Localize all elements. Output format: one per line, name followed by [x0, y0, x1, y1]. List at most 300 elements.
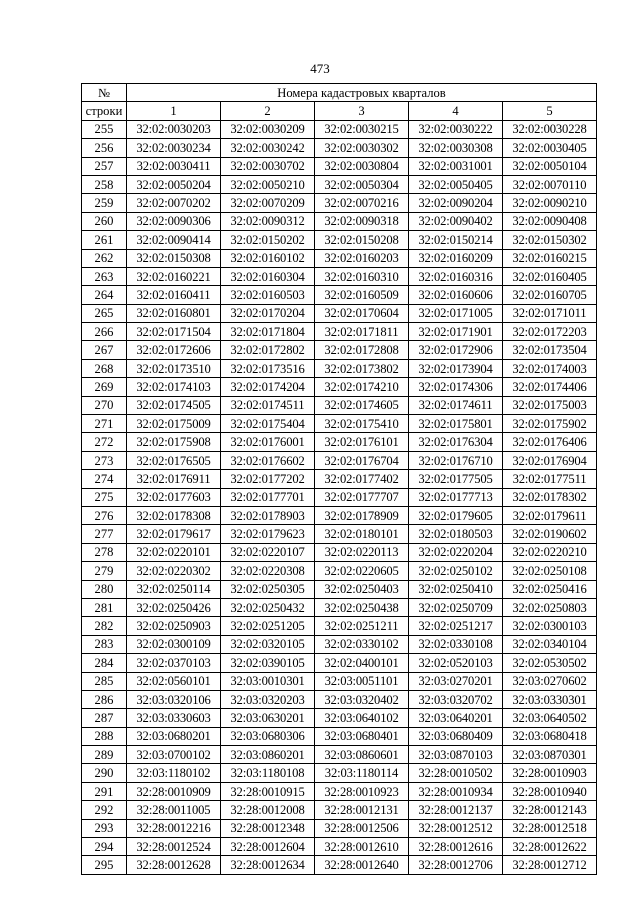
row-number-cell: 268: [82, 359, 127, 377]
table-row: [82, 709, 597, 727]
cadastral-number-cell: 32:02:0520103: [409, 654, 503, 672]
cadastral-number-cell: 32:02:0160209: [409, 249, 503, 267]
cadastral-number-cell: 32:02:0300103: [503, 617, 597, 635]
cadastral-number-cell: 32:02:0177701: [221, 488, 315, 506]
cadastral-number-cell: 32:02:0160304: [221, 267, 315, 285]
table-row: [82, 194, 597, 212]
cadastral-number-cell: 32:02:0160316: [409, 267, 503, 285]
cadastral-number-cell: 32:02:0250102: [409, 562, 503, 580]
row-number-cell: 292: [82, 801, 127, 819]
cadastral-number-cell: 32:02:0090414: [127, 231, 221, 249]
cadastral-quarters-table: [81, 83, 597, 875]
cadastral-number-cell: 32:03:1180114: [315, 764, 409, 782]
column-number-row: [82, 102, 597, 120]
table-row: [82, 341, 597, 359]
table-row: [82, 120, 597, 138]
table-header-row: [82, 84, 597, 102]
table-row: [82, 378, 597, 396]
row-number-cell: 289: [82, 746, 127, 764]
cadastral-number-cell: 32:02:0160503: [221, 286, 315, 304]
table-row: [82, 617, 597, 635]
cadastral-number-cell: 32:03:0270201: [409, 672, 503, 690]
table-row: [82, 690, 597, 708]
table-row: [82, 525, 597, 543]
cadastral-number-cell: 32:03:0870103: [409, 746, 503, 764]
group-header: Номера кадастровых кварталов: [127, 84, 597, 102]
table-body: [82, 120, 597, 874]
table-row: [82, 819, 597, 837]
row-number-cell: 278: [82, 543, 127, 561]
table-row: [82, 157, 597, 175]
table-row: [82, 139, 597, 157]
cadastral-number-cell: 32:02:0030215: [315, 120, 409, 138]
cadastral-number-cell: 32:02:0030308: [409, 139, 503, 157]
cadastral-number-cell: 32:28:0012712: [503, 856, 597, 874]
table-row: [82, 212, 597, 230]
cadastral-number-cell: 32:02:0150208: [315, 231, 409, 249]
cadastral-number-cell: 32:02:0050304: [315, 175, 409, 193]
row-number-cell: 267: [82, 341, 127, 359]
cadastral-number-cell: 32:02:0090210: [503, 194, 597, 212]
table-row: [82, 175, 597, 193]
cadastral-number-cell: 32:02:0160405: [503, 267, 597, 285]
cadastral-number-cell: 32:28:0012506: [315, 819, 409, 837]
table-row: [82, 323, 597, 341]
row-number-cell: 273: [82, 451, 127, 469]
cadastral-number-cell: 32:03:0320402: [315, 690, 409, 708]
cadastral-number-cell: 32:02:0172808: [315, 341, 409, 359]
cadastral-number-cell: 32:02:0175902: [503, 415, 597, 433]
cadastral-number-cell: 32:02:0050210: [221, 175, 315, 193]
cadastral-number-cell: 32:28:0012131: [315, 801, 409, 819]
cadastral-number-cell: 32:03:0330301: [503, 690, 597, 708]
cadastral-number-cell: 32:02:0171504: [127, 323, 221, 341]
cadastral-number-cell: 32:02:0174103: [127, 378, 221, 396]
cadastral-number-cell: 32:02:0178308: [127, 506, 221, 524]
cadastral-number-cell: 32:02:0174511: [221, 396, 315, 414]
cadastral-number-cell: 32:28:0010934: [409, 782, 503, 800]
table-row: [82, 359, 597, 377]
cadastral-number-cell: 32:02:0171901: [409, 323, 503, 341]
cadastral-number-cell: 32:02:0171011: [503, 304, 597, 322]
row-number-cell: 259: [82, 194, 127, 212]
cadastral-number-cell: 32:02:0174611: [409, 396, 503, 414]
cadastral-number-cell: 32:02:0177713: [409, 488, 503, 506]
cadastral-number-cell: 32:03:0640502: [503, 709, 597, 727]
table-row: [82, 267, 597, 285]
table-row: [82, 635, 597, 653]
cadastral-number-cell: 32:02:0160509: [315, 286, 409, 304]
cadastral-number-cell: 32:02:0172906: [409, 341, 503, 359]
cadastral-number-cell: 32:02:0250438: [315, 598, 409, 616]
table-row: [82, 598, 597, 616]
row-number-cell: 266: [82, 323, 127, 341]
cadastral-number-cell: 32:28:0012634: [221, 856, 315, 874]
table-row: [82, 580, 597, 598]
row-number-cell: 295: [82, 856, 127, 874]
cadastral-number-cell: 32:02:0171811: [315, 323, 409, 341]
cadastral-number-cell: 32:02:0175003: [503, 396, 597, 414]
cadastral-number-cell: 32:02:0050204: [127, 175, 221, 193]
row-number-cell: 271: [82, 415, 127, 433]
cadastral-number-cell: 32:02:0250108: [503, 562, 597, 580]
cadastral-number-cell: 32:02:0177707: [315, 488, 409, 506]
column-header: 3: [315, 102, 409, 120]
cadastral-number-cell: 32:28:0010502: [409, 764, 503, 782]
cadastral-number-cell: 32:03:0680401: [315, 727, 409, 745]
cadastral-number-cell: 32:03:0680201: [127, 727, 221, 745]
cadastral-number-cell: 32:28:0012604: [221, 838, 315, 856]
row-number-cell: 272: [82, 433, 127, 451]
table-row: [82, 856, 597, 874]
cadastral-number-cell: 32:02:0179617: [127, 525, 221, 543]
row-number-cell: 293: [82, 819, 127, 837]
cadastral-number-cell: 32:28:0010903: [503, 764, 597, 782]
cadastral-number-cell: 32:02:0179623: [221, 525, 315, 543]
cadastral-number-cell: 32:02:0090408: [503, 212, 597, 230]
cadastral-number-cell: 32:28:0010915: [221, 782, 315, 800]
cadastral-number-cell: 32:02:0160203: [315, 249, 409, 267]
table-row: [82, 470, 597, 488]
cadastral-number-cell: 32:02:0177505: [409, 470, 503, 488]
table-row: [82, 231, 597, 249]
cadastral-number-cell: 32:28:0010909: [127, 782, 221, 800]
cadastral-number-cell: 32:02:0030302: [315, 139, 409, 157]
cadastral-number-cell: 32:02:0090204: [409, 194, 503, 212]
row-number-cell: 280: [82, 580, 127, 598]
cadastral-number-cell: 32:02:0250305: [221, 580, 315, 598]
cadastral-number-cell: 32:02:0173904: [409, 359, 503, 377]
cadastral-number-cell: 32:02:0175009: [127, 415, 221, 433]
cadastral-number-cell: 32:03:0270602: [503, 672, 597, 690]
cadastral-number-cell: 32:02:0220101: [127, 543, 221, 561]
cadastral-number-cell: 32:02:0251211: [315, 617, 409, 635]
cadastral-number-cell: 32:02:0030242: [221, 139, 315, 157]
row-number-cell: 283: [82, 635, 127, 653]
cadastral-number-cell: 32:02:0177202: [221, 470, 315, 488]
cadastral-number-cell: 32:02:0180503: [409, 525, 503, 543]
table-row: [82, 415, 597, 433]
cadastral-number-cell: 32:02:0174505: [127, 396, 221, 414]
cadastral-number-cell: 32:02:0070110: [503, 175, 597, 193]
cadastral-number-cell: 32:02:0251217: [409, 617, 503, 635]
cadastral-number-cell: 32:02:0250803: [503, 598, 597, 616]
cadastral-number-cell: 32:02:0176602: [221, 451, 315, 469]
row-number-cell: 255: [82, 120, 127, 138]
cadastral-number-cell: 32:02:0251205: [221, 617, 315, 635]
cadastral-number-cell: 32:02:0150308: [127, 249, 221, 267]
cadastral-number-cell: 32:03:0860601: [315, 746, 409, 764]
cadastral-number-cell: 32:02:0173802: [315, 359, 409, 377]
row-number-cell: 285: [82, 672, 127, 690]
cadastral-number-cell: 32:03:0330603: [127, 709, 221, 727]
cadastral-number-cell: 32:02:0160221: [127, 267, 221, 285]
cadastral-number-cell: 32:02:0170604: [315, 304, 409, 322]
cadastral-number-cell: 32:02:0030804: [315, 157, 409, 175]
row-number-cell: 290: [82, 764, 127, 782]
row-number-cell: 286: [82, 690, 127, 708]
row-number-cell: 291: [82, 782, 127, 800]
cadastral-number-cell: 32:02:0174003: [503, 359, 597, 377]
cadastral-number-cell: 32:02:0070209: [221, 194, 315, 212]
cadastral-number-cell: 32:28:0012640: [315, 856, 409, 874]
cadastral-number-cell: 32:28:0012348: [221, 819, 315, 837]
cadastral-number-cell: 32:02:0150214: [409, 231, 503, 249]
cadastral-number-cell: 32:02:0220302: [127, 562, 221, 580]
cadastral-number-cell: 32:28:0012512: [409, 819, 503, 837]
table-row: [82, 433, 597, 451]
row-number-cell: 256: [82, 139, 127, 157]
row-number-cell: 274: [82, 470, 127, 488]
cadastral-number-cell: 32:02:0250709: [409, 598, 503, 616]
cadastral-number-cell: 32:02:0160102: [221, 249, 315, 267]
table-row: [82, 654, 597, 672]
row-number-cell: 261: [82, 231, 127, 249]
cadastral-number-cell: 32:02:0030702: [221, 157, 315, 175]
cadastral-number-cell: 32:02:0178302: [503, 488, 597, 506]
table-row: [82, 782, 597, 800]
cadastral-number-cell: 32:02:0179605: [409, 506, 503, 524]
table-row: [82, 304, 597, 322]
row-number-cell: 262: [82, 249, 127, 267]
cadastral-number-cell: 32:02:0175908: [127, 433, 221, 451]
cadastral-number-cell: 32:02:0176304: [409, 433, 503, 451]
cadastral-number-cell: 32:03:0680418: [503, 727, 597, 745]
cadastral-number-cell: 32:02:0220210: [503, 543, 597, 561]
row-number-cell: 287: [82, 709, 127, 727]
row-number-cell: 288: [82, 727, 127, 745]
cadastral-number-cell: 32:03:0010301: [221, 672, 315, 690]
cadastral-number-cell: 32:28:0011005: [127, 801, 221, 819]
cadastral-number-cell: 32:02:0176904: [503, 451, 597, 469]
row-number-cell: 260: [82, 212, 127, 230]
cadastral-number-cell: 32:03:0320106: [127, 690, 221, 708]
cadastral-number-cell: 32:02:0176001: [221, 433, 315, 451]
cadastral-number-cell: 32:28:0012143: [503, 801, 597, 819]
cadastral-number-cell: 32:02:0330102: [315, 635, 409, 653]
cadastral-number-cell: 32:02:0177603: [127, 488, 221, 506]
cadastral-number-cell: 32:02:0174406: [503, 378, 597, 396]
table-row: [82, 746, 597, 764]
cadastral-number-cell: 32:02:0220113: [315, 543, 409, 561]
cadastral-number-cell: 32:28:0012622: [503, 838, 597, 856]
cadastral-number-cell: 32:02:0160310: [315, 267, 409, 285]
table-row: [82, 396, 597, 414]
cadastral-number-cell: 32:28:0012628: [127, 856, 221, 874]
row-number-cell: 258: [82, 175, 127, 193]
row-number-cell: 279: [82, 562, 127, 580]
cadastral-number-cell: 32:02:0030234: [127, 139, 221, 157]
cadastral-number-cell: 32:02:0174605: [315, 396, 409, 414]
cadastral-number-cell: 32:02:0171804: [221, 323, 315, 341]
cadastral-number-cell: 32:03:0700102: [127, 746, 221, 764]
cadastral-number-cell: 32:02:0170204: [221, 304, 315, 322]
cadastral-number-cell: 32:02:0250416: [503, 580, 597, 598]
cadastral-number-cell: 32:02:0390105: [221, 654, 315, 672]
cadastral-number-cell: 32:02:0176911: [127, 470, 221, 488]
cadastral-number-cell: 32:02:0160606: [409, 286, 503, 304]
cadastral-number-cell: 32:02:0030411: [127, 157, 221, 175]
cadastral-number-cell: 32:02:0180101: [315, 525, 409, 543]
row-number-cell: 294: [82, 838, 127, 856]
cadastral-number-cell: 32:03:0860201: [221, 746, 315, 764]
cadastral-number-cell: 32:02:0179611: [503, 506, 597, 524]
row-number-cell: 276: [82, 506, 127, 524]
cadastral-number-cell: 32:02:0340104: [503, 635, 597, 653]
cadastral-number-cell: 32:03:0320203: [221, 690, 315, 708]
cadastral-number-cell: 32:02:0250426: [127, 598, 221, 616]
row-number-cell: 265: [82, 304, 127, 322]
cadastral-number-cell: 32:28:0012137: [409, 801, 503, 819]
cadastral-number-cell: 32:02:0031001: [409, 157, 503, 175]
cadastral-number-cell: 32:02:0220605: [315, 562, 409, 580]
cadastral-number-cell: 32:02:0320105: [221, 635, 315, 653]
cadastral-number-cell: 32:02:0175801: [409, 415, 503, 433]
table-row: [82, 286, 597, 304]
table-row: [82, 727, 597, 745]
cadastral-number-cell: 32:02:0400101: [315, 654, 409, 672]
row-number-cell: 282: [82, 617, 127, 635]
cadastral-number-cell: 32:03:0680409: [409, 727, 503, 745]
table-row: [82, 451, 597, 469]
cadastral-number-cell: 32:02:0220204: [409, 543, 503, 561]
cadastral-number-cell: 32:28:0012524: [127, 838, 221, 856]
cadastral-number-cell: 32:02:0160801: [127, 304, 221, 322]
row-number-cell: 263: [82, 267, 127, 285]
cadastral-number-cell: 32:03:1180102: [127, 764, 221, 782]
cadastral-number-cell: 32:02:0190602: [503, 525, 597, 543]
row-number-cell: 284: [82, 654, 127, 672]
cadastral-number-cell: 32:02:0090318: [315, 212, 409, 230]
cadastral-number-cell: 32:02:0220107: [221, 543, 315, 561]
row-number-cell: 275: [82, 488, 127, 506]
cadastral-number-cell: 32:03:0320702: [409, 690, 503, 708]
cadastral-number-cell: 32:02:0174204: [221, 378, 315, 396]
cadastral-number-cell: 32:02:0172802: [221, 341, 315, 359]
cadastral-number-cell: 32:03:0640201: [409, 709, 503, 727]
cadastral-number-cell: 32:02:0370103: [127, 654, 221, 672]
cadastral-number-cell: 32:02:0030209: [221, 120, 315, 138]
cadastral-number-cell: 32:02:0250903: [127, 617, 221, 635]
cadastral-number-cell: 32:02:0172606: [127, 341, 221, 359]
cadastral-number-cell: 32:02:0250432: [221, 598, 315, 616]
cadastral-number-cell: 32:02:0176704: [315, 451, 409, 469]
cadastral-number-cell: 32:02:0176505: [127, 451, 221, 469]
cadastral-number-cell: 32:02:0178909: [315, 506, 409, 524]
cadastral-number-cell: 32:03:0630201: [221, 709, 315, 727]
cadastral-number-cell: 32:02:0030228: [503, 120, 597, 138]
cadastral-number-cell: 32:28:0012216: [127, 819, 221, 837]
table-row: [82, 506, 597, 524]
cadastral-number-cell: 32:02:0175410: [315, 415, 409, 433]
page-number: 473: [310, 61, 330, 76]
table-row: [82, 488, 597, 506]
cadastral-number-cell: 32:02:0160411: [127, 286, 221, 304]
cadastral-number-cell: 32:02:0250403: [315, 580, 409, 598]
row-number-header-symbol: №: [82, 84, 127, 102]
cadastral-number-cell: 32:02:0175404: [221, 415, 315, 433]
cadastral-number-cell: 32:02:0176101: [315, 433, 409, 451]
column-header: 5: [503, 102, 597, 120]
cadastral-number-cell: 32:02:0174210: [315, 378, 409, 396]
row-number-cell: 269: [82, 378, 127, 396]
cadastral-number-cell: 32:02:0150202: [221, 231, 315, 249]
cadastral-number-cell: 32:03:0640102: [315, 709, 409, 727]
table-row: [82, 249, 597, 267]
cadastral-number-cell: 32:02:0050104: [503, 157, 597, 175]
cadastral-number-cell: 32:03:0051101: [315, 672, 409, 690]
table-row: [82, 672, 597, 690]
cadastral-number-cell: 32:02:0090312: [221, 212, 315, 230]
cadastral-number-cell: 32:02:0090402: [409, 212, 503, 230]
cadastral-number-cell: 32:02:0030203: [127, 120, 221, 138]
cadastral-number-cell: 32:02:0177511: [503, 470, 597, 488]
cadastral-number-cell: 32:28:0012610: [315, 838, 409, 856]
cadastral-number-cell: 32:02:0300109: [127, 635, 221, 653]
cadastral-number-cell: 32:02:0172203: [503, 323, 597, 341]
cadastral-number-cell: 32:02:0150302: [503, 231, 597, 249]
cadastral-number-cell: 32:02:0030405: [503, 139, 597, 157]
cadastral-number-cell: 32:02:0560101: [127, 672, 221, 690]
cadastral-number-cell: 32:02:0030222: [409, 120, 503, 138]
cadastral-number-cell: 32:28:0010940: [503, 782, 597, 800]
row-number-header-label: строки: [82, 102, 127, 120]
column-header: 4: [409, 102, 503, 120]
cadastral-number-cell: 32:02:0177402: [315, 470, 409, 488]
column-header: 2: [221, 102, 315, 120]
cadastral-number-cell: 32:28:0012518: [503, 819, 597, 837]
cadastral-number-cell: 32:28:0012008: [221, 801, 315, 819]
row-number-cell: 281: [82, 598, 127, 616]
cadastral-number-cell: 32:02:0171005: [409, 304, 503, 322]
cadastral-number-cell: 32:03:0870301: [503, 746, 597, 764]
cadastral-number-cell: 32:02:0250114: [127, 580, 221, 598]
table-row: [82, 838, 597, 856]
table-row: [82, 801, 597, 819]
row-number-cell: 270: [82, 396, 127, 414]
cadastral-number-cell: 32:02:0330108: [409, 635, 503, 653]
cadastral-number-cell: 32:02:0530502: [503, 654, 597, 672]
cadastral-number-cell: 32:03:0680306: [221, 727, 315, 745]
row-number-cell: 257: [82, 157, 127, 175]
cadastral-number-cell: 32:02:0173504: [503, 341, 597, 359]
table-row: [82, 543, 597, 561]
cadastral-number-cell: 32:28:0012706: [409, 856, 503, 874]
table-row: [82, 764, 597, 782]
cadastral-number-cell: 32:02:0070202: [127, 194, 221, 212]
cadastral-number-cell: 32:03:1180108: [221, 764, 315, 782]
cadastral-number-cell: 32:28:0010923: [315, 782, 409, 800]
cadastral-number-cell: 32:02:0173516: [221, 359, 315, 377]
cadastral-number-cell: 32:02:0160705: [503, 286, 597, 304]
cadastral-number-cell: 32:02:0176710: [409, 451, 503, 469]
cadastral-number-cell: 32:02:0050405: [409, 175, 503, 193]
row-number-cell: 277: [82, 525, 127, 543]
cadastral-number-cell: 32:02:0160215: [503, 249, 597, 267]
cadastral-number-cell: 32:02:0090306: [127, 212, 221, 230]
cadastral-number-cell: 32:02:0174306: [409, 378, 503, 396]
cadastral-number-cell: 32:02:0178903: [221, 506, 315, 524]
cadastral-number-cell: 32:28:0012616: [409, 838, 503, 856]
column-header: 1: [127, 102, 221, 120]
table-row: [82, 562, 597, 580]
cadastral-number-cell: 32:02:0220308: [221, 562, 315, 580]
row-number-cell: 264: [82, 286, 127, 304]
cadastral-number-cell: 32:02:0176406: [503, 433, 597, 451]
cadastral-number-cell: 32:02:0250410: [409, 580, 503, 598]
cadastral-number-cell: 32:02:0070216: [315, 194, 409, 212]
cadastral-number-cell: 32:02:0173510: [127, 359, 221, 377]
